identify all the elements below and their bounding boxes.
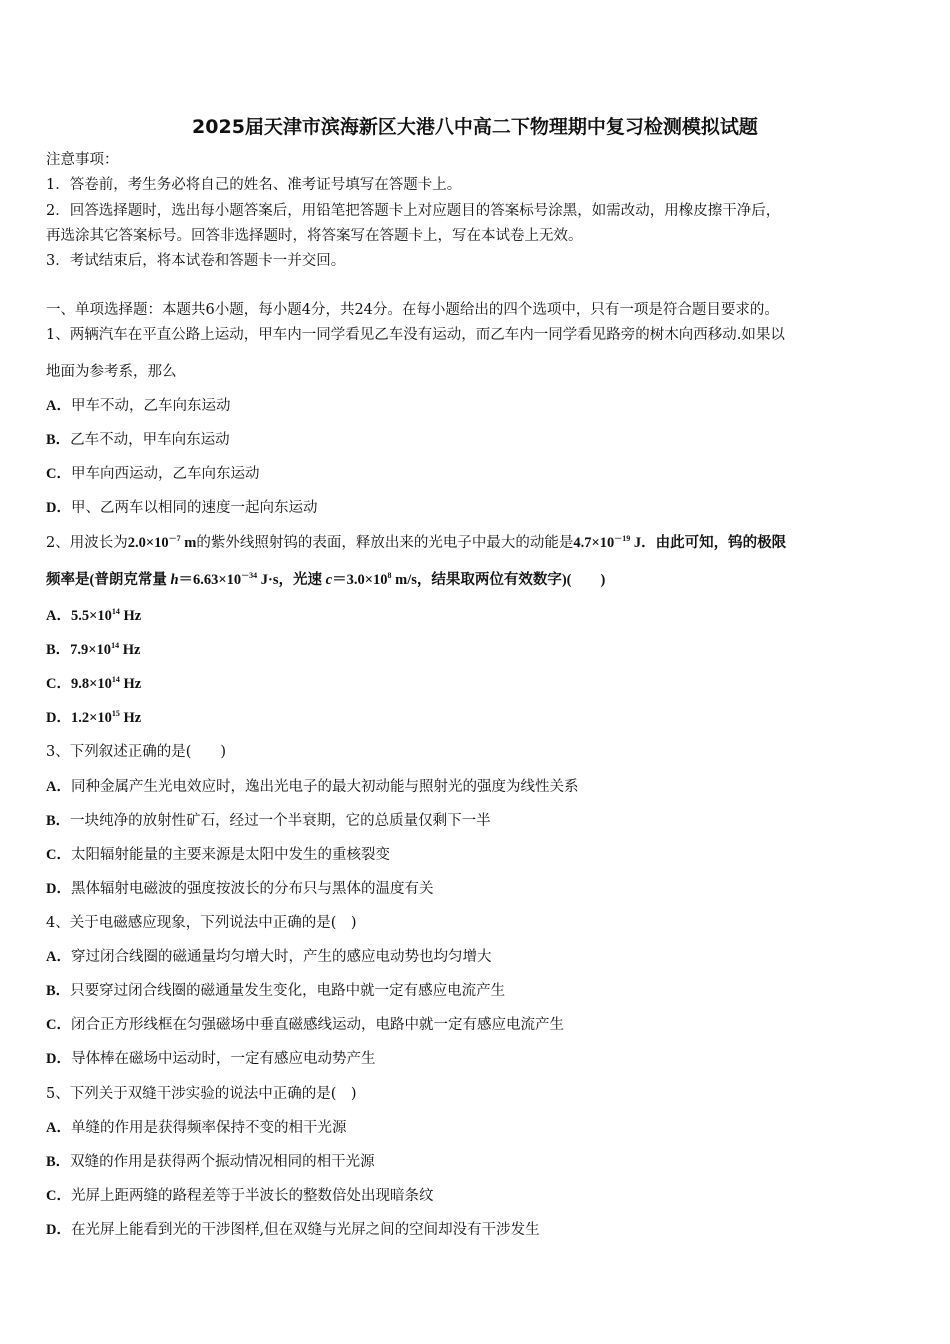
symbol-c: c (325, 572, 333, 588)
q5-option-a (46, 1118, 916, 1138)
option-text: 闭合正方形线框在匀强磁场中垂直磁感线运动，电路中就一定有感应电流产生 (70, 1017, 564, 1033)
text: 的紫外线照射钨的表面，释放出来的光电子中最大的动能是 (196, 535, 574, 551)
option-letter: C． (46, 676, 71, 692)
q4-stem: 4、关于电磁感应现象，下列说法中正确的是( ) (46, 915, 357, 931)
option-text: 只要穿过闭合线圈的磁通量发生变化，电路中就一定有感应电流产生 (70, 983, 506, 999)
option-letter: D． (46, 881, 71, 897)
option-text: 甲、乙两车以相同的速度一起向东运动 (70, 500, 318, 516)
option-text: 甲车向西运动，乙车向东运动 (70, 466, 260, 482)
option-letter: C． (46, 1188, 71, 1204)
exponent: 15 (111, 709, 120, 718)
exponent: －7 (168, 534, 181, 543)
q1-option-a (46, 396, 916, 416)
text: ＝3.0×10 (332, 572, 388, 588)
notice-heading: 注意事项： (46, 152, 119, 168)
text: J．由此可知，钨的极限 (630, 535, 787, 551)
wavelength: 2.0×10 (127, 535, 169, 551)
q4-option-b (46, 981, 916, 1001)
symbol-h: h (170, 572, 179, 588)
q2-option-d (46, 708, 916, 728)
notice-item-1: 1．答卷前，考生务必将自己的姓名、准考证号填写在答题卡上。 (46, 177, 462, 193)
q4-option-a (46, 947, 916, 967)
unit: Hz (119, 642, 141, 658)
exponent: 8 (387, 571, 392, 580)
q2-option-c (46, 674, 916, 694)
section-heading: 一、单项选择题：本题共6小题，每小题4分，共24分。在每小题给出的四个选项中，只有一项是符合题目要求的。 (46, 302, 779, 318)
q1-option-c (46, 464, 916, 484)
option-letter: D． (46, 710, 71, 726)
unit: m (180, 535, 197, 551)
exponent: 14 (111, 675, 120, 684)
option-letter: B． (46, 642, 71, 658)
page-title: 2025届天津市滨海新区大港八中高二下物理期中复习检测模拟试题 (192, 116, 758, 138)
q1-option-b (46, 430, 916, 450)
option-text: 导体棒在磁场中运动时，一定有感应电动势产生 (70, 1051, 376, 1067)
q4-option-d (46, 1049, 916, 1069)
option-letter: D． (46, 500, 71, 516)
option-letter: A． (46, 949, 71, 965)
option-text: 甲车不动，乙车向东运动 (70, 398, 231, 414)
option-text: 双缝的作用是获得两个振动情况相同的相干光源 (70, 1154, 375, 1170)
option-letter: A． (46, 779, 71, 795)
option-letter: A． (46, 1120, 71, 1136)
q5-option-b (46, 1152, 916, 1172)
option-letter: A． (46, 398, 71, 414)
text: ＝6.63×10 (178, 572, 242, 588)
text: J·s，光速 (257, 572, 326, 588)
q4-option-c (46, 1015, 916, 1035)
option-letter: B． (46, 813, 71, 829)
q3-option-c (46, 845, 916, 865)
option-text: 穿过闭合线圈的磁通量均匀增大时，产生的感应电动势也均匀增大 (70, 949, 492, 965)
option-letter: D． (46, 1051, 71, 1067)
q3-option-d (46, 879, 916, 899)
exponent: －19 (614, 534, 631, 543)
option-letter: B． (46, 983, 71, 999)
energy: 4.7×10 (573, 535, 615, 551)
option-letter: C． (46, 466, 71, 482)
option-text: 1.2×10 (70, 710, 112, 726)
unit: Hz (119, 676, 142, 692)
option-text: 单缝的作用是获得频率保持不变的相干光源 (70, 1120, 347, 1136)
exponent: 14 (111, 641, 120, 650)
unit: Hz (119, 710, 142, 726)
q5-option-d (46, 1220, 916, 1240)
q3-option-a (46, 777, 916, 797)
option-text: 乙车不动，甲车向东运动 (70, 432, 230, 448)
option-letter: D． (46, 1222, 71, 1238)
notice-item-3: 3．考试结束后，将本试卷和答题卡一并交回。 (46, 253, 346, 269)
option-letter: B． (46, 1154, 71, 1170)
q5-option-c (46, 1186, 916, 1206)
q3-option-b (46, 811, 916, 831)
option-text: 7.9×10 (70, 642, 112, 658)
q1-option-d (46, 498, 916, 518)
exponent: －34 (241, 571, 258, 580)
option-letter: C． (46, 1017, 71, 1033)
text: m/s，结果取两位有效数字)( ) (391, 572, 606, 588)
notice-item-2-cont: 再选涂其它答案标号。回答非选择题时，将答案写在答题卡上，写在本试卷上无效。 (46, 228, 583, 244)
unit: Hz (119, 608, 142, 624)
q2-stem-line1 (46, 533, 916, 553)
q1-stem-line2: 地面为参考系，那么 (46, 364, 177, 380)
option-text: 5.5×10 (70, 608, 112, 624)
q2-stem-line2 (46, 570, 916, 590)
option-letter: A． (46, 608, 71, 624)
q2-option-a (46, 606, 916, 626)
option-text: 在光屏上能看到光的干涉图样,但在双缝与光屏之间的空间却没有干涉发生 (70, 1222, 540, 1238)
option-text: 黑体辐射电磁波的强度按波长的分布只与黑体的温度有关 (70, 881, 434, 897)
q2-option-b (46, 640, 916, 660)
option-text: 太阳辐射能量的主要来源是太阳中发生的重核裂变 (70, 847, 390, 863)
q5-stem: 5、下列关于双缝干涉实验的说法中正确的是( ) (46, 1086, 357, 1102)
q3-stem: 3、下列叙述正确的是( ) (46, 744, 227, 760)
option-letter: B． (46, 432, 71, 448)
option-text: 同种金属产生光电效应时，逸出光电子的最大初动能与照射光的强度为线性关系 (70, 779, 579, 795)
text: 频率是(普朗克常量 (46, 572, 171, 588)
option-text: 一块纯净的放射性矿石，经过一个半衰期，它的总质量仅剩下一半 (70, 813, 491, 829)
text: 2、用波长为 (46, 535, 128, 551)
q1-stem-line1: 1、两辆汽车在平直公路上运动，甲车内一同学看见乙车没有运动，而乙车内一同学看见路旁的树木向西移动.如果以 (46, 327, 785, 343)
option-letter: C． (46, 847, 71, 863)
option-text: 9.8×10 (70, 676, 112, 692)
notice-item-2: 2．回答选择题时，选出每小题答案后，用铅笔把答题卡上对应题目的答案标号涂黑，如需改动，用橡皮擦干净后， (46, 203, 781, 219)
option-text: 光屏上距两缝的路程差等于半波长的整数倍处出现暗条纹 (70, 1188, 434, 1204)
exponent: 14 (111, 607, 120, 616)
